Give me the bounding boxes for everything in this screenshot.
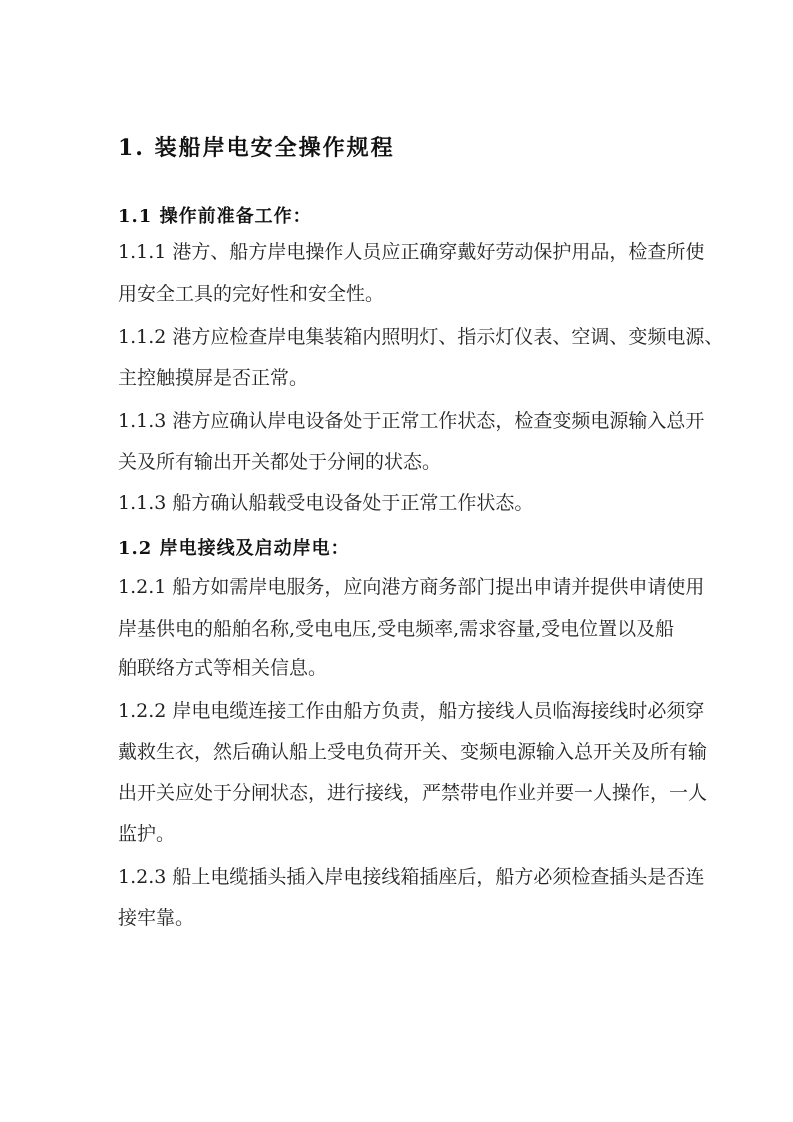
paragraph-line: 1.2.2 岸电电缆连接工作由船方负责，船方接线人员临海接线时必须穿: [118, 700, 705, 722]
section-heading: 1.2 岸电接线及启动岸电：: [118, 538, 350, 559]
paragraph-line: 1.1.3 港方应确认岸电设备处于正常工作状态，检查变频电源输入总开: [118, 410, 705, 432]
paragraph-line: 主控触摸屏是否正常。: [118, 367, 309, 389]
paragraph-line: 舶联络方式等相关信息。: [118, 657, 328, 679]
paragraph-line: 戴救生衣，然后确认船上受电负荷开关、变频电源输入总开关及所有输: [118, 741, 708, 763]
section-heading: 1.1 操作前准备工作：: [118, 206, 312, 227]
paragraph-line: 出开关应处于分闸状态，进行接线，严禁带电作业并要一人操作，一人: [118, 782, 708, 804]
paragraph-line: 岸基供电的船舶名称,受电电压,受电频率,需求容量,受电位置以及船: [118, 618, 675, 640]
paragraph-line: 1.1.1 港方、船方岸电操作人员应正确穿戴好劳动保护用品，检查所使: [118, 241, 705, 263]
paragraph-line: 接牢靠。: [118, 907, 195, 929]
paragraph-line: 监护。: [118, 823, 176, 845]
paragraph-line: 1.1.3 船方确认船载受电设备处于正常工作状态。: [118, 492, 534, 514]
paragraph-line: 1.2.3 船上电缆插头插入岸电接线箱插座后，船方必须检查插头是否连: [118, 866, 705, 888]
paragraph-line: 1.1.2 港方应检查岸电集装箱内照明灯、指示灯仪表、空调、变频电源、: [118, 326, 724, 348]
document-title: 1. 装船岸电安全操作规程: [118, 135, 395, 161]
paragraph-line: 关及所有输出开关都处于分闸的状态。: [118, 451, 442, 473]
paragraph-line: 用安全工具的完好性和安全性。: [118, 283, 385, 305]
paragraph-line: 1.2.1 船方如需岸电服务，应向港方商务部门提出申请并提供申请使用: [118, 576, 705, 598]
